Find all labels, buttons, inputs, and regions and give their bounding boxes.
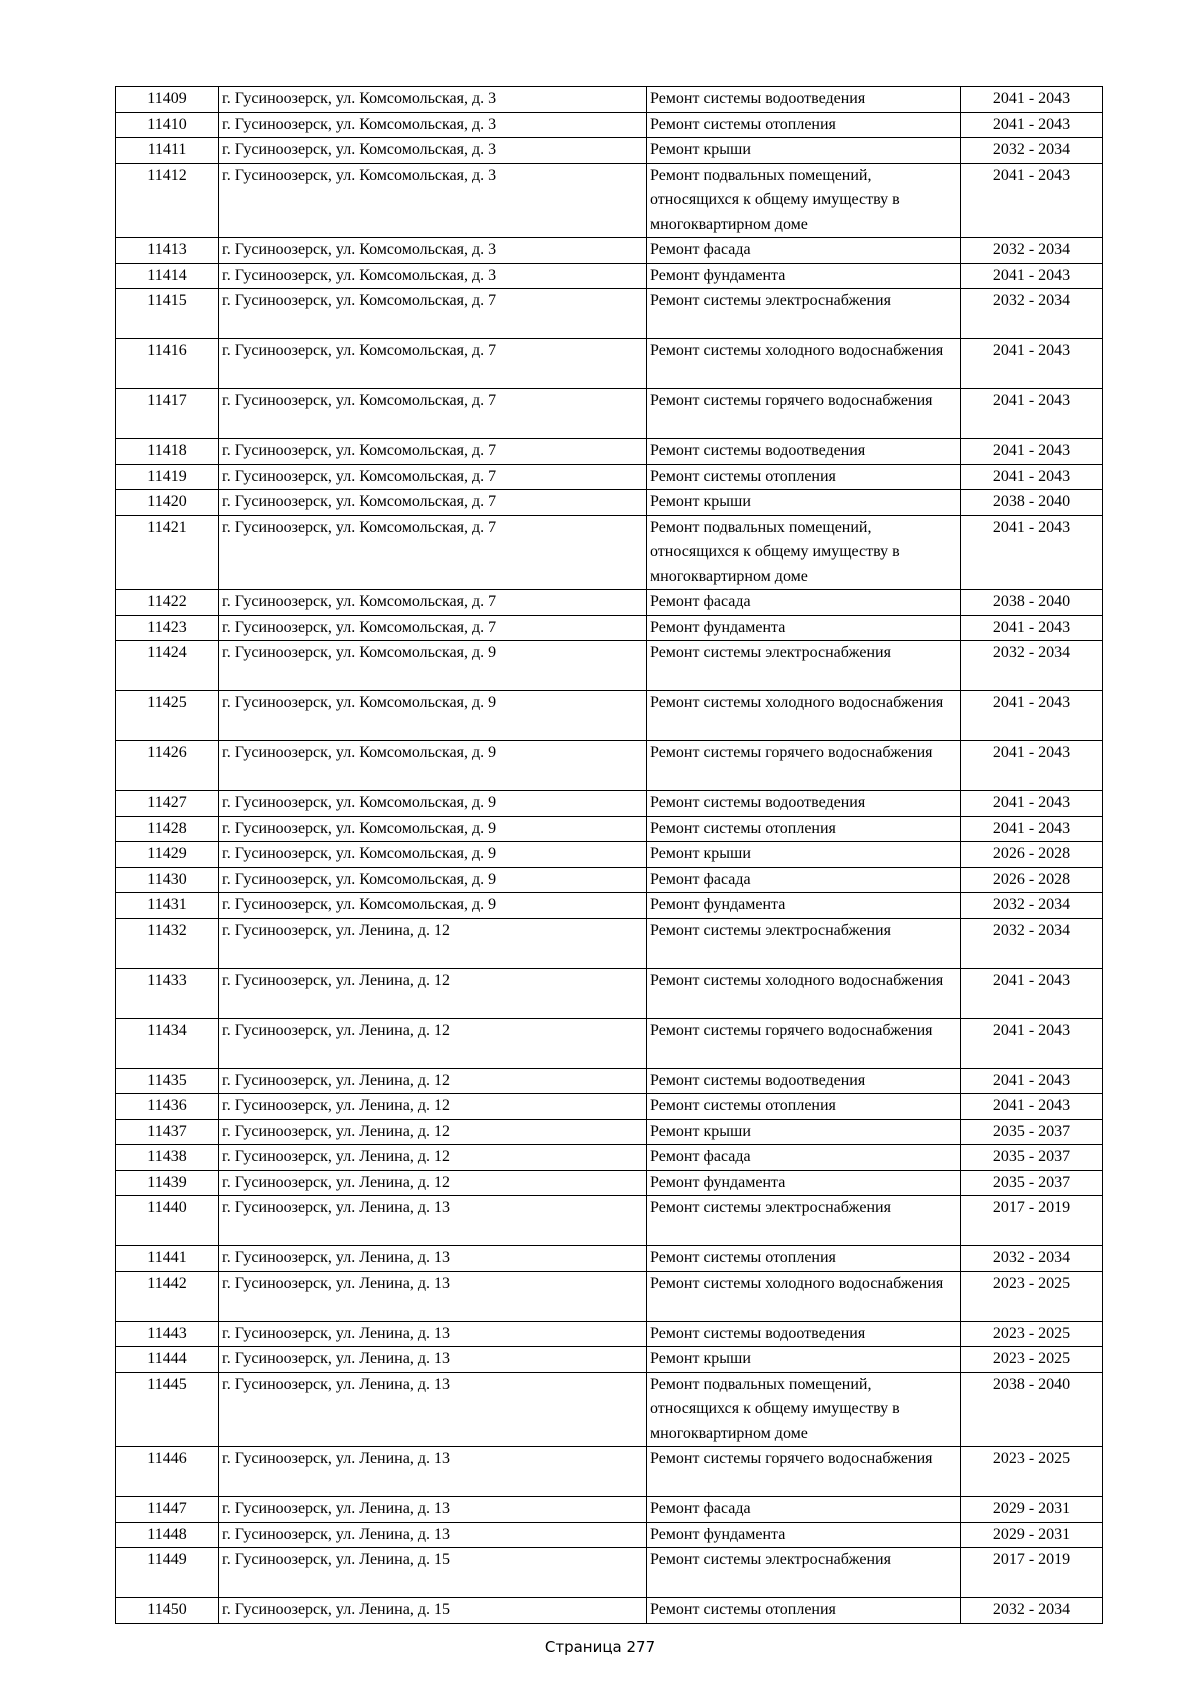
period-cell: 2029 - 2031 — [961, 1497, 1103, 1523]
row-number-cell: 11418 — [116, 439, 219, 465]
row-number-cell: 11432 — [116, 918, 219, 968]
work-type-cell: Ремонт фундамента — [647, 1522, 961, 1548]
row-number-cell: 11409 — [116, 87, 219, 113]
table-row — [116, 1497, 1103, 1523]
work-type-cell: Ремонт системы отопления — [647, 464, 961, 490]
work-type-cell: Ремонт крыши — [647, 1347, 961, 1373]
table-row — [116, 1372, 1103, 1447]
row-number-cell: 11444 — [116, 1347, 219, 1373]
row-number-cell: 11425 — [116, 691, 219, 741]
work-type-cell: Ремонт подвальных помещений, относящихся к общему имуществу в многоквартирном доме — [647, 163, 961, 238]
work-type-cell: Ремонт фасада — [647, 867, 961, 893]
work-type-cell: Ремонт крыши — [647, 1119, 961, 1145]
table-row — [116, 238, 1103, 264]
address-cell: г. Гусиноозерск, ул. Комсомольская, д. 7 — [219, 439, 647, 465]
table-row — [116, 1094, 1103, 1120]
row-number-cell: 11429 — [116, 842, 219, 868]
table-row — [116, 1598, 1103, 1624]
work-type-cell: Ремонт фундамента — [647, 615, 961, 641]
address-cell: г. Гусиноозерск, ул. Комсомольская, д. 9 — [219, 867, 647, 893]
work-type-cell: Ремонт системы горячего водоснабжения — [647, 1447, 961, 1497]
period-cell: 2026 - 2028 — [961, 867, 1103, 893]
row-number-cell: 11416 — [116, 339, 219, 389]
address-cell: г. Гусиноозерск, ул. Ленина, д. 12 — [219, 1068, 647, 1094]
table-row — [116, 289, 1103, 339]
row-number-cell: 11424 — [116, 641, 219, 691]
table-row — [116, 867, 1103, 893]
row-number-cell: 11430 — [116, 867, 219, 893]
work-type-cell: Ремонт системы отопления — [647, 816, 961, 842]
period-cell: 2032 - 2034 — [961, 918, 1103, 968]
address-cell: г. Гусиноозерск, ул. Ленина, д. 13 — [219, 1447, 647, 1497]
work-type-cell: Ремонт системы электроснабжения — [647, 1196, 961, 1246]
row-number-cell: 11440 — [116, 1196, 219, 1246]
row-number-cell: 11435 — [116, 1068, 219, 1094]
period-cell: 2041 - 2043 — [961, 1018, 1103, 1068]
work-type-cell: Ремонт системы горячего водоснабжения — [647, 741, 961, 791]
address-cell: г. Гусиноозерск, ул. Комсомольская, д. 7 — [219, 590, 647, 616]
table-row — [116, 842, 1103, 868]
table-row — [116, 439, 1103, 465]
address-cell: г. Гусиноозерск, ул. Комсомольская, д. 7 — [219, 339, 647, 389]
period-cell: 2032 - 2034 — [961, 1246, 1103, 1272]
table-row — [116, 1522, 1103, 1548]
work-type-cell: Ремонт системы горячего водоснабжения — [647, 389, 961, 439]
address-cell: г. Гусиноозерск, ул. Комсомольская, д. 3 — [219, 263, 647, 289]
table-row — [116, 87, 1103, 113]
row-number-cell: 11415 — [116, 289, 219, 339]
address-cell: г. Гусиноозерск, ул. Комсомольская, д. 9 — [219, 691, 647, 741]
row-number-cell: 11447 — [116, 1497, 219, 1523]
work-type-cell: Ремонт системы отопления — [647, 1094, 961, 1120]
table-row — [116, 1447, 1103, 1497]
address-cell: г. Гусиноозерск, ул. Комсомольская, д. 7 — [219, 289, 647, 339]
table-row — [116, 339, 1103, 389]
row-number-cell: 11434 — [116, 1018, 219, 1068]
row-number-cell: 11422 — [116, 590, 219, 616]
table-row — [116, 1321, 1103, 1347]
work-type-cell: Ремонт фундамента — [647, 263, 961, 289]
row-number-cell: 11443 — [116, 1321, 219, 1347]
table-row — [116, 1246, 1103, 1272]
row-number-cell: 11439 — [116, 1170, 219, 1196]
address-cell: г. Гусиноозерск, ул. Комсомольская, д. 3 — [219, 112, 647, 138]
period-cell: 2041 - 2043 — [961, 1068, 1103, 1094]
row-number-cell: 11446 — [116, 1447, 219, 1497]
table-row — [116, 1347, 1103, 1373]
table-row — [116, 816, 1103, 842]
table-body — [116, 87, 1103, 1624]
period-cell: 2032 - 2034 — [961, 641, 1103, 691]
row-number-cell: 11441 — [116, 1246, 219, 1272]
period-cell: 2038 - 2040 — [961, 490, 1103, 516]
period-cell: 2041 - 2043 — [961, 968, 1103, 1018]
row-number-cell: 11428 — [116, 816, 219, 842]
row-number-cell: 11450 — [116, 1598, 219, 1624]
period-cell: 2041 - 2043 — [961, 263, 1103, 289]
address-cell: г. Гусиноозерск, ул. Комсомольская, д. 7 — [219, 490, 647, 516]
row-number-cell: 11410 — [116, 112, 219, 138]
period-cell: 2032 - 2034 — [961, 238, 1103, 264]
page-number: Страница 277 — [544, 1638, 656, 1656]
work-type-cell: Ремонт системы водоотведения — [647, 791, 961, 817]
row-number-cell: 11448 — [116, 1522, 219, 1548]
period-cell: 2035 - 2037 — [961, 1145, 1103, 1171]
table-row — [116, 590, 1103, 616]
period-cell: 2041 - 2043 — [961, 87, 1103, 113]
table-row — [116, 112, 1103, 138]
table-row — [116, 641, 1103, 691]
address-cell: г. Гусиноозерск, ул. Ленина, д. 13 — [219, 1497, 647, 1523]
row-number-cell: 11419 — [116, 464, 219, 490]
address-cell: г. Гусиноозерск, ул. Ленина, д. 12 — [219, 1119, 647, 1145]
row-number-cell: 11431 — [116, 893, 219, 919]
work-type-cell: Ремонт фасада — [647, 1145, 961, 1171]
row-number-cell: 11437 — [116, 1119, 219, 1145]
address-cell: г. Гусиноозерск, ул. Ленина, д. 12 — [219, 968, 647, 1018]
address-cell: г. Гусиноозерск, ул. Комсомольская, д. 9 — [219, 641, 647, 691]
row-number-cell: 11420 — [116, 490, 219, 516]
row-number-cell: 11426 — [116, 741, 219, 791]
address-cell: г. Гусиноозерск, ул. Комсомольская, д. 9 — [219, 791, 647, 817]
period-cell: 2041 - 2043 — [961, 163, 1103, 238]
period-cell: 2026 - 2028 — [961, 842, 1103, 868]
table-row — [116, 163, 1103, 238]
period-cell: 2029 - 2031 — [961, 1522, 1103, 1548]
period-cell: 2041 - 2043 — [961, 439, 1103, 465]
row-number-cell: 11412 — [116, 163, 219, 238]
table-row — [116, 691, 1103, 741]
period-cell: 2017 - 2019 — [961, 1196, 1103, 1246]
table-row — [116, 1119, 1103, 1145]
table-row — [116, 1271, 1103, 1321]
address-cell: г. Гусиноозерск, ул. Комсомольская, д. 9 — [219, 741, 647, 791]
table-row — [116, 1018, 1103, 1068]
table-row — [116, 741, 1103, 791]
work-type-cell: Ремонт крыши — [647, 490, 961, 516]
address-cell: г. Гусиноозерск, ул. Ленина, д. 15 — [219, 1598, 647, 1624]
period-cell: 2041 - 2043 — [961, 791, 1103, 817]
work-type-cell: Ремонт системы водоотведения — [647, 1068, 961, 1094]
table-row — [116, 893, 1103, 919]
period-cell: 2041 - 2043 — [961, 741, 1103, 791]
address-cell: г. Гусиноозерск, ул. Комсомольская, д. 7 — [219, 515, 647, 590]
work-type-cell: Ремонт системы холодного водоснабжения — [647, 339, 961, 389]
work-type-cell: Ремонт подвальных помещений, относящихся к общему имуществу в многоквартирном доме — [647, 1372, 961, 1447]
work-type-cell: Ремонт фасада — [647, 590, 961, 616]
work-type-cell: Ремонт системы электроснабжения — [647, 641, 961, 691]
address-cell: г. Гусиноозерск, ул. Ленина, д. 12 — [219, 1170, 647, 1196]
period-cell: 2041 - 2043 — [961, 112, 1103, 138]
period-cell: 2041 - 2043 — [961, 464, 1103, 490]
address-cell: г. Гусиноозерск, ул. Комсомольская, д. 7 — [219, 615, 647, 641]
period-cell: 2038 - 2040 — [961, 1372, 1103, 1447]
row-number-cell: 11442 — [116, 1271, 219, 1321]
row-number-cell: 11413 — [116, 238, 219, 264]
row-number-cell: 11433 — [116, 968, 219, 1018]
period-cell: 2023 - 2025 — [961, 1271, 1103, 1321]
row-number-cell: 11445 — [116, 1372, 219, 1447]
table-row — [116, 1170, 1103, 1196]
address-cell: г. Гусиноозерск, ул. Комсомольская, д. 7 — [219, 389, 647, 439]
row-number-cell: 11449 — [116, 1548, 219, 1598]
work-type-cell: Ремонт подвальных помещений, относящихся к общему имуществу в многоквартирном доме — [647, 515, 961, 590]
period-cell: 2038 - 2040 — [961, 590, 1103, 616]
period-cell: 2035 - 2037 — [961, 1119, 1103, 1145]
address-cell: г. Гусиноозерск, ул. Ленина, д. 13 — [219, 1372, 647, 1447]
address-cell: г. Гусиноозерск, ул. Комсомольская, д. 3 — [219, 138, 647, 164]
row-number-cell: 11411 — [116, 138, 219, 164]
work-type-cell: Ремонт фундамента — [647, 1170, 961, 1196]
work-type-cell: Ремонт фасада — [647, 1497, 961, 1523]
period-cell: 2041 - 2043 — [961, 339, 1103, 389]
period-cell: 2023 - 2025 — [961, 1321, 1103, 1347]
address-cell: г. Гусиноозерск, ул. Комсомольская, д. 7 — [219, 464, 647, 490]
period-cell: 2017 - 2019 — [961, 1548, 1103, 1598]
work-type-cell: Ремонт системы отопления — [647, 112, 961, 138]
period-cell: 2041 - 2043 — [961, 691, 1103, 741]
table-row — [116, 791, 1103, 817]
table-row — [116, 515, 1103, 590]
work-type-cell: Ремонт системы водоотведения — [647, 439, 961, 465]
table-row — [116, 263, 1103, 289]
period-cell: 2032 - 2034 — [961, 893, 1103, 919]
address-cell: г. Гусиноозерск, ул. Ленина, д. 12 — [219, 1094, 647, 1120]
period-cell: 2041 - 2043 — [961, 515, 1103, 590]
table-row — [116, 1068, 1103, 1094]
period-cell: 2032 - 2034 — [961, 289, 1103, 339]
row-number-cell: 11417 — [116, 389, 219, 439]
address-cell: г. Гусиноозерск, ул. Ленина, д. 13 — [219, 1246, 647, 1272]
period-cell: 2032 - 2034 — [961, 138, 1103, 164]
row-number-cell: 11436 — [116, 1094, 219, 1120]
address-cell: г. Гусиноозерск, ул. Ленина, д. 13 — [219, 1271, 647, 1321]
address-cell: г. Гусиноозерск, ул. Ленина, д. 13 — [219, 1321, 647, 1347]
table-row — [116, 490, 1103, 516]
address-cell: г. Гусиноозерск, ул. Ленина, д. 13 — [219, 1196, 647, 1246]
repair-schedule-table — [115, 86, 1103, 1624]
work-type-cell: Ремонт системы электроснабжения — [647, 1548, 961, 1598]
work-type-cell: Ремонт системы водоотведения — [647, 87, 961, 113]
period-cell: 2035 - 2037 — [961, 1170, 1103, 1196]
address-cell: г. Гусиноозерск, ул. Комсомольская, д. 9 — [219, 842, 647, 868]
work-type-cell: Ремонт фасада — [647, 238, 961, 264]
period-cell: 2041 - 2043 — [961, 615, 1103, 641]
work-type-cell: Ремонт системы отопления — [647, 1246, 961, 1272]
address-cell: г. Гусиноозерск, ул. Комсомольская, д. 3 — [219, 238, 647, 264]
row-number-cell: 11414 — [116, 263, 219, 289]
work-type-cell: Ремонт системы отопления — [647, 1598, 961, 1624]
row-number-cell: 11423 — [116, 615, 219, 641]
work-type-cell: Ремонт системы электроснабжения — [647, 289, 961, 339]
address-cell: г. Гусиноозерск, ул. Ленина, д. 12 — [219, 918, 647, 968]
period-cell: 2041 - 2043 — [961, 816, 1103, 842]
period-cell: 2023 - 2025 — [961, 1347, 1103, 1373]
period-cell: 2023 - 2025 — [961, 1447, 1103, 1497]
row-number-cell: 11438 — [116, 1145, 219, 1171]
work-type-cell: Ремонт системы холодного водоснабжения — [647, 691, 961, 741]
work-type-cell: Ремонт фундамента — [647, 893, 961, 919]
table-row — [116, 138, 1103, 164]
address-cell: г. Гусиноозерск, ул. Ленина, д. 12 — [219, 1018, 647, 1068]
work-type-cell: Ремонт крыши — [647, 842, 961, 868]
address-cell: г. Гусиноозерск, ул. Ленина, д. 13 — [219, 1522, 647, 1548]
address-cell: г. Гусиноозерск, ул. Ленина, д. 13 — [219, 1347, 647, 1373]
table-row — [116, 918, 1103, 968]
work-type-cell: Ремонт системы водоотведения — [647, 1321, 961, 1347]
address-cell: г. Гусиноозерск, ул. Ленина, д. 15 — [219, 1548, 647, 1598]
table-row — [116, 615, 1103, 641]
work-type-cell: Ремонт системы горячего водоснабжения — [647, 1018, 961, 1068]
work-type-cell: Ремонт системы электроснабжения — [647, 918, 961, 968]
period-cell: 2041 - 2043 — [961, 1094, 1103, 1120]
table-row — [116, 1548, 1103, 1598]
work-type-cell: Ремонт системы холодного водоснабжения — [647, 1271, 961, 1321]
address-cell: г. Гусиноозерск, ул. Комсомольская, д. 3 — [219, 163, 647, 238]
table-row — [116, 1196, 1103, 1246]
row-number-cell: 11427 — [116, 791, 219, 817]
period-cell: 2041 - 2043 — [961, 389, 1103, 439]
row-number-cell: 11421 — [116, 515, 219, 590]
address-cell: г. Гусиноозерск, ул. Комсомольская, д. 9 — [219, 893, 647, 919]
address-cell: г. Гусиноозерск, ул. Комсомольская, д. 3 — [219, 87, 647, 113]
address-cell: г. Гусиноозерск, ул. Комсомольская, д. 9 — [219, 816, 647, 842]
table-row — [116, 1145, 1103, 1171]
work-type-cell: Ремонт системы холодного водоснабжения — [647, 968, 961, 1018]
period-cell: 2032 - 2034 — [961, 1598, 1103, 1624]
work-type-cell: Ремонт крыши — [647, 138, 961, 164]
table-row — [116, 464, 1103, 490]
address-cell: г. Гусиноозерск, ул. Ленина, д. 12 — [219, 1145, 647, 1171]
table-row — [116, 389, 1103, 439]
table-row — [116, 968, 1103, 1018]
